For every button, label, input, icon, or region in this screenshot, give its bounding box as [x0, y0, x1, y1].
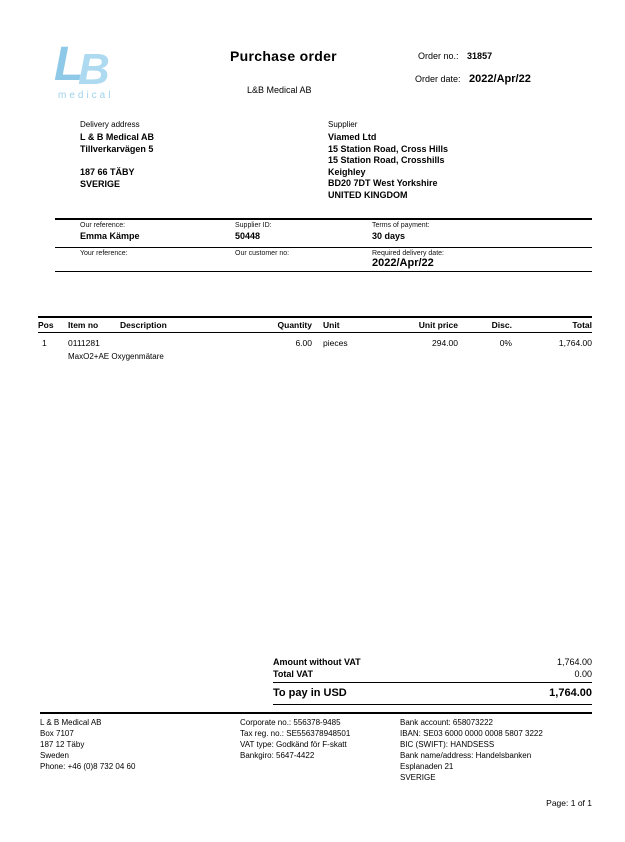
- order-no-label: Order no.:: [418, 51, 459, 61]
- footer-line: Corporate no.: 556378-9485: [240, 718, 341, 727]
- delivery-line: L & B Medical AB: [80, 132, 155, 142]
- footer-line: Tax reg. no.: SE556378948501: [240, 729, 351, 738]
- col-header-quantity: Quantity: [277, 320, 312, 330]
- our-customer-no-label: Our customer no:: [235, 250, 290, 257]
- row-pos: 1: [42, 338, 47, 348]
- supplier-id-value: 50448: [235, 231, 261, 241]
- delivery-address-block: [80, 120, 280, 190]
- supplier-line: 15 Station Road, Cross Hills: [328, 143, 449, 154]
- total-vat-value: 0.00: [574, 669, 592, 679]
- row-item-no: 0111281: [68, 338, 100, 348]
- required-delivery-date-label: Required delivery date:: [372, 250, 444, 257]
- order-date-label: Order date:: [415, 74, 461, 84]
- order-no-row: [418, 51, 492, 61]
- supplier-block: [328, 120, 558, 201]
- footer-line: 187 12 Täby: [40, 740, 85, 749]
- svg-text:B: B: [78, 45, 110, 94]
- supplier-line: 15 Station Road, Crosshills: [328, 155, 445, 165]
- footer-company-block: [40, 717, 220, 772]
- row-quantity: 6.00: [295, 338, 312, 348]
- footer-rule: [40, 712, 592, 714]
- supplier-line: BD20 7DT West Yorkshire: [328, 178, 438, 188]
- totals-rule-bottom: [273, 704, 592, 705]
- footer-line: IBAN: SE03 6000 0000 0008 5807 3222: [400, 729, 543, 738]
- footer-line: Bankgiro: 5647-4422: [240, 751, 315, 760]
- svg-text:L: L: [54, 38, 84, 91]
- footer-line: Bank account: 658073222: [400, 718, 493, 727]
- supplier-id-label: Supplier ID:: [235, 222, 272, 229]
- col-header-item-no: Item no: [68, 320, 99, 330]
- our-reference-value: Emma Kämpe: [80, 231, 140, 241]
- lb-medical-logo: [52, 34, 162, 104]
- footer-line: Esplanaden 21: [400, 762, 454, 771]
- row-total: 1,764.00: [558, 338, 592, 348]
- row-unit: pieces: [323, 338, 348, 348]
- row-description: MaxO2+AE Oxygenmätare: [68, 352, 164, 361]
- delivery-line: 187 66 TÄBY: [80, 167, 135, 177]
- table-rule-header-bottom: [38, 332, 592, 333]
- col-header-unit-price: Unit price: [418, 320, 458, 330]
- delivery-line: SVERIGE: [80, 178, 121, 189]
- delivery-line: Tillverkarvägen 5: [80, 143, 154, 154]
- row-unit-price: 294.00: [432, 338, 458, 348]
- footer-line: SVERIGE: [400, 773, 436, 782]
- order-no-value: 31857: [467, 51, 493, 61]
- required-delivery-date-value: 2022/Apr/22: [372, 257, 434, 269]
- header-company: L&B Medical AB: [247, 85, 312, 95]
- footer-line: Bank name/address: Handelsbanken: [400, 751, 532, 760]
- page-title: Purchase order: [230, 48, 337, 64]
- col-header-disc: Disc.: [491, 320, 512, 330]
- footer-line: Box 7107: [40, 729, 74, 738]
- footer-line: Sweden: [40, 751, 69, 760]
- reference-rule-top: [55, 218, 592, 220]
- supplier-line: Keighley: [328, 166, 366, 177]
- footer-bank-block: [400, 717, 595, 783]
- amount-without-vat-label: Amount without VAT: [273, 657, 361, 667]
- order-date-row: [415, 73, 531, 85]
- delivery-address-label: Delivery address: [80, 120, 140, 129]
- footer-registration-block: [240, 717, 395, 761]
- order-date-value: 2022/Apr/22: [469, 73, 531, 85]
- supplier-label: Supplier: [328, 120, 358, 129]
- footer-line: BIC (SWIFT): HANDSESS: [400, 740, 495, 749]
- total-vat-label: Total VAT: [273, 669, 313, 679]
- footer-line: Phone: +46 (0)8 732 04 60: [40, 762, 136, 771]
- logo-word: medical: [58, 90, 114, 101]
- footer-line: L & B Medical AB: [40, 718, 102, 727]
- totals-rule-top: [273, 682, 592, 683]
- to-pay-value: 1,764.00: [549, 687, 592, 699]
- to-pay-label: To pay in USD: [273, 687, 347, 699]
- reference-rule-bottom: [55, 271, 592, 272]
- table-rule-top: [38, 316, 592, 318]
- col-header-total: Total: [572, 320, 592, 330]
- terms-of-payment-value: 30 days: [372, 231, 406, 241]
- row-disc: 0%: [499, 338, 512, 348]
- supplier-line: Viamed Ltd: [328, 132, 377, 142]
- amount-without-vat-value: 1,764.00: [556, 657, 592, 667]
- your-reference-label: Your reference:: [80, 250, 128, 257]
- col-header-pos: Pos: [38, 320, 54, 330]
- reference-rule-middle: [55, 247, 592, 248]
- our-reference-label: Our reference:: [80, 222, 126, 229]
- col-header-unit: Unit: [323, 320, 340, 330]
- terms-of-payment-label: Terms of payment:: [372, 222, 430, 229]
- supplier-line: UNITED KINGDOM: [328, 189, 408, 200]
- footer-line: VAT type: Godkänd för F-skatt: [240, 740, 347, 749]
- page-number: Page: 1 of 1: [546, 798, 592, 808]
- col-header-description: Description: [120, 320, 167, 330]
